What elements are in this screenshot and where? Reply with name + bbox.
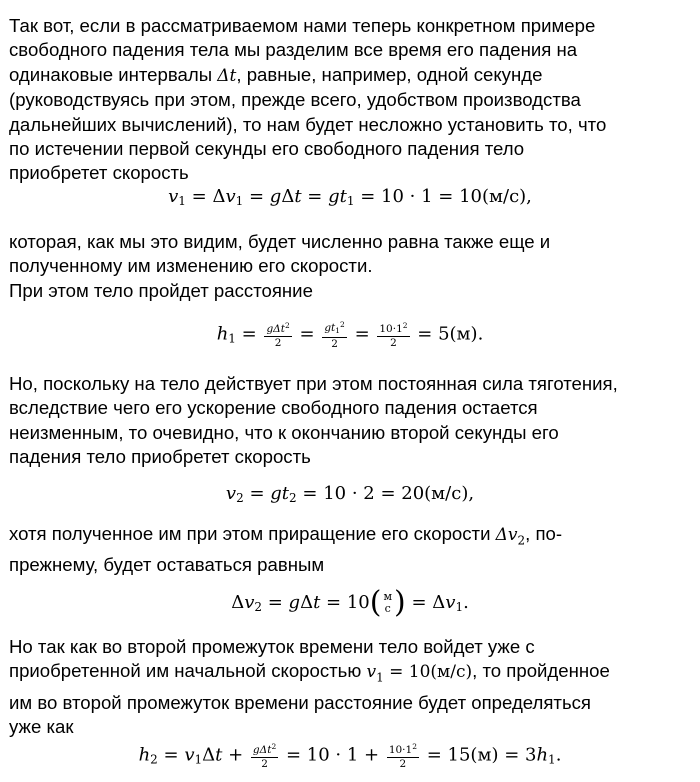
text-line: Но так как во второй промежуток времени тело войдет уже с: [9, 636, 535, 657]
text-line: неизменным, то очевидно, что к окончанию второй секунды его: [9, 421, 559, 443]
text-line: хотя полученное им при этом приращение его скорости $\Delta v_2$, по-: [9, 523, 563, 548]
fraction: $\frac{gt_1^2}{2}$: [324, 320, 345, 350]
text-line: уже как: [9, 715, 74, 737]
paragraph-5: [9, 635, 693, 739]
fraction: $\frac{g\Delta t^2}{2}$: [266, 321, 290, 349]
inline-math: v: [366, 662, 377, 683]
text-line: им во второй промежуток времени расстояние будет определяться: [9, 691, 591, 713]
text-line: (руководствуясь при этом, прежде всего, удобством производства: [9, 89, 581, 111]
fraction: $\frac{10\cdot 1^2}{2}$: [379, 321, 408, 349]
fraction: $\frac{g\Delta t^2}{2}$: [252, 742, 277, 770]
text-line: дальнейших вычислений), то нам будет несложно установить то, что: [9, 113, 607, 135]
text-line: одинаковые интервалы Δt, равные, например, одной секунде: [9, 63, 543, 86]
text-line: которая, как мы это видим, будет численно равна также еще и: [9, 231, 551, 252]
inline-math: Δt: [217, 65, 237, 86]
equation-v2: $v_2 = gt_2 = 10 \cdot 2 = 20(м/с)$,: [225, 483, 475, 505]
text-line: прежнему, будет оставаться равным: [9, 554, 325, 576]
equation-h1: $h_1$ = $\frac{g\Delta t^2}{2}$ = $\frac{gt_1^2}{2}$ = $\frac{10\cdot 1^2}{2}$ = 5(м).: [216, 320, 484, 350]
equation-dv2: $\Delta v_2 = g\Delta t = 10$( м с ) = $\Delta v_1$.: [231, 585, 469, 620]
text-line: Но, поскольку на тело действует при этом постоянная сила тяготения,: [9, 373, 618, 394]
unit-fraction: м с: [383, 590, 393, 615]
text-line: приобретет скорость: [9, 162, 189, 184]
text-line: вследствие чего его ускорение свободного падения остается: [9, 397, 538, 419]
text-line: полученному им изменению его скорости.: [9, 255, 373, 277]
equation-h2: $h_2 = v_1\Delta t$ + $\frac{g\Delta t^2}{2}$ = 10 · 1 + $\frac{10\cdot 1^2}{2}$ = $15(м) = 3h_1$.: [138, 742, 562, 770]
text-line: падения тело приобретет скорость: [9, 446, 311, 468]
paragraph-3: [9, 372, 693, 470]
text-line: приобретенной им начальной скоростью $v_1 = 10(м/с)$, то пройденное: [9, 660, 610, 686]
fraction: $\frac{10\cdot 1^2}{2}$: [388, 742, 417, 770]
text-line: свободного падения тела мы разделим все время его падения на: [9, 39, 578, 61]
equation-v1: $v_1 = \Delta v_1 = g\Delta t = gt_1 = 10 \cdot 1 = 10(м/с)$,: [168, 186, 532, 208]
paragraph-4: [9, 522, 693, 578]
text-line: Так вот, если в рассматриваемом нами теперь конкретном примере: [9, 15, 596, 36]
inline-math: Δv: [495, 525, 518, 545]
text-line: по истечении первой секунды его свободного падения тело: [9, 138, 525, 160]
paragraph-2: [9, 230, 693, 303]
text-line: При этом тело пройдет расстояние: [9, 279, 313, 301]
paragraph-1: [9, 14, 693, 186]
